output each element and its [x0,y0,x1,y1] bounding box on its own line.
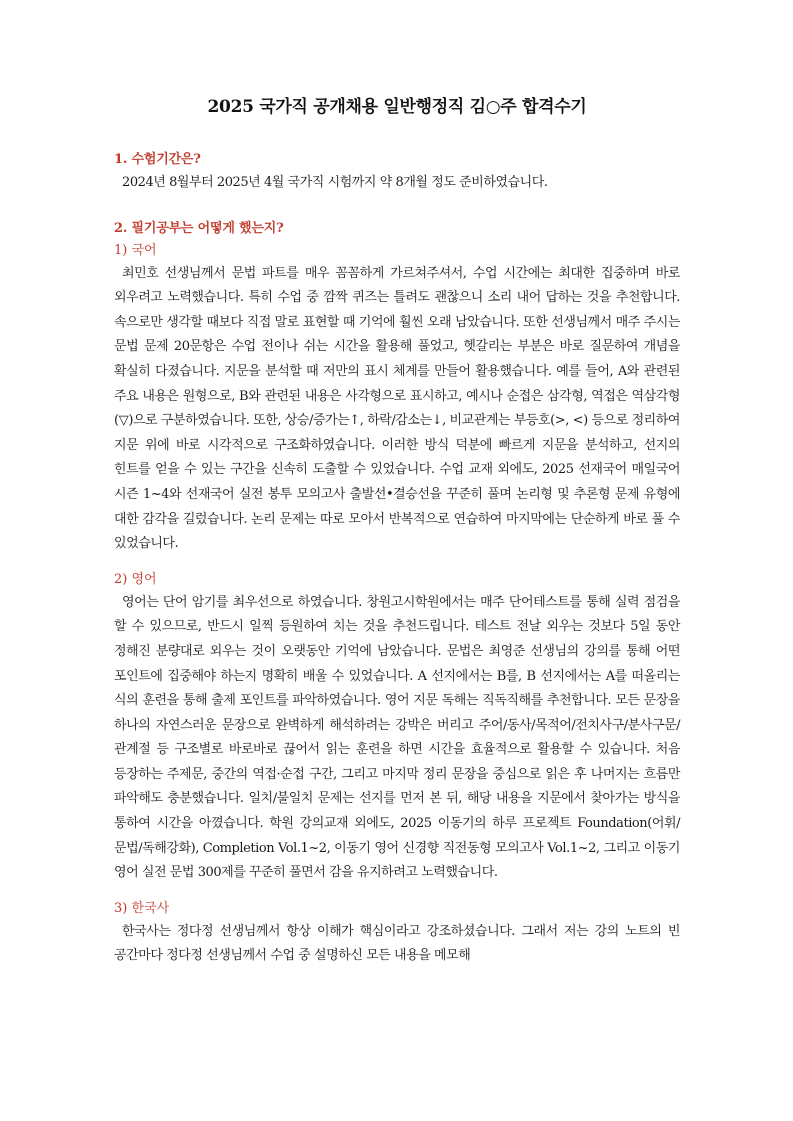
subsection-heading: 1) 국어 [114,242,157,258]
spacer [114,886,680,898]
subsection-heading: 2) 영어 [114,571,157,587]
paragraph: 2024년 8월부터 2025년 4월 국가직 시험까지 약 8개월 정도 준비하였습니다. [122,175,548,190]
spacer [114,557,680,569]
section-exam-period [114,149,680,196]
paragraph: 한국사는 정다정 선생님께서 항상 이해가 핵심이라고 강조하셨습니다. 그래서 저는 강의 노트의 빈 공간마다 정다정 선생님께서 수업 중 설명하신 모든 내용을 메모해 [114,923,680,964]
section-heading: 2. 필기공부는 어떻게 했는지? [114,220,284,236]
subsection-korean-history [114,898,680,969]
spacer [114,196,680,218]
subsection-heading: 3) 한국사 [114,900,170,916]
subsection-english [114,569,680,886]
paragraph: 영어는 단어 암기를 최우선으로 하였습니다. 창원고시학원에서는 매주 단어테스트를 통해 실력 점검을 할 수 있으므로, 반드시 일찍 등원하여 치는 것을 추천드립니다. 테스트 전날 외우는 것보다 5일 동안 정해진 분량대로 외우는 것이 오랫동안 기억에 남았습니다. 문법은 최영준 선생님의 강의를 통해 어떤 포인트에 집중해야 하는지 명확히 배울 수 있었습니다. A 선지에서는 B를, B 선지에서는 A를 떠올리는 식의 훈련을 통해 출제 포인트를 파악하였습니다. 영어 지문 독해는 직독직해를 추천합니다. 모든 문장을 하나의 자연스러운 문장으로 완벽하게 해석하려는 강박은 버리고 주어/동사/목적어/전치사구/분사구문/관계절 등 구조별로 바로바로 끊어서 읽는 훈련을 하면 시간을 효율적으로 활용할 수 있습니다. 처음 등장하는 주제문, 중간의 역접·순접 구간, 그리고 마지막 정리 문장을 중심으로 읽은 후 나머지는 흐름만 파악해도 충분했습니다. 일치/불일치 문제는 선지를 먼저 본 뒤, 해당 내용을 지문에서 찾아가는 방식을 통하여 시간을 아꼈습니다. 학원 강의교재 외에도, 2025 이동기의 하루 프로젝트 Foundation(어휘/문법/독해강화), Completion Vol.1~2, 이동기 영어 신경향 직전동형 모의고사 Vol.1~2, 그리고 이동기 영어 실전 문법 300제를 꾸준히 풀면서 감을 유지하려고 노력했습니다. [114,594,680,881]
section-heading: 1. 수험기간은? [114,152,201,167]
section-written-study [114,218,680,969]
page-title: 2025 국가직 공개채용 일반행정직 김○주 합격수기 [207,97,587,117]
subsection-korean [114,240,680,557]
paragraph: 최민호 선생님께서 문법 파트를 매우 꼼꼼하게 가르쳐주셔서, 수업 시간에는 최대한 집중하며 바로 외우려고 노력했습니다. 특히 수업 중 깜짝 퀴즈는 틀려도 괜찮으니 소리 내어 답하는 것을 추천합니다. 속으로만 생각할 때보다 직접 말로 표현할 때 기억에 훨씬 오래 남았습니다. 또한 선생님께서 매주 주시는 문법 문제 20문항은 수업 전이나 쉬는 시간을 활용해 풀었고, 헷갈리는 부분은 바로 질문하여 개념을 확실히 다졌습니다. 지문을 분석할 때 저만의 표시 체계를 만들어 활용했습니다. 예를 들어, A와 관련된 주요 내용은 원형으로, B와 관련된 내용은 사각형으로 표시하고, 예시나 순접은 삼각형, 역접은 역삼각형(▽)으로 구분하였습니다. 또한, 상승/증가는↑, 하락/감소는↓, 비교관계는 부등호(>, <) 등으로 정리하여 지문 위에 바로 시각적으로 구조화하였습니다. 이러한 방식 덕분에 빠르게 지문을 분석하고, 선지의 힌트를 얻을 수 있는 구간을 신속히 도출할 수 있었습니다. 수업 교재 외에도, 2025 선재국어 매일국어 시즌 1~4와 선재국어 실전 봉투 모의고사 출발선•결승선을 꾸준히 풀며 논리형 및 추론형 문제 유형에 대한 감각을 길렀습니다. 논리 문제는 따로 모아서 반복적으로 연습하여 마지막에는 단순하게 바로 풀 수 있었습니다. [114,265,680,552]
document-page [114,92,680,969]
